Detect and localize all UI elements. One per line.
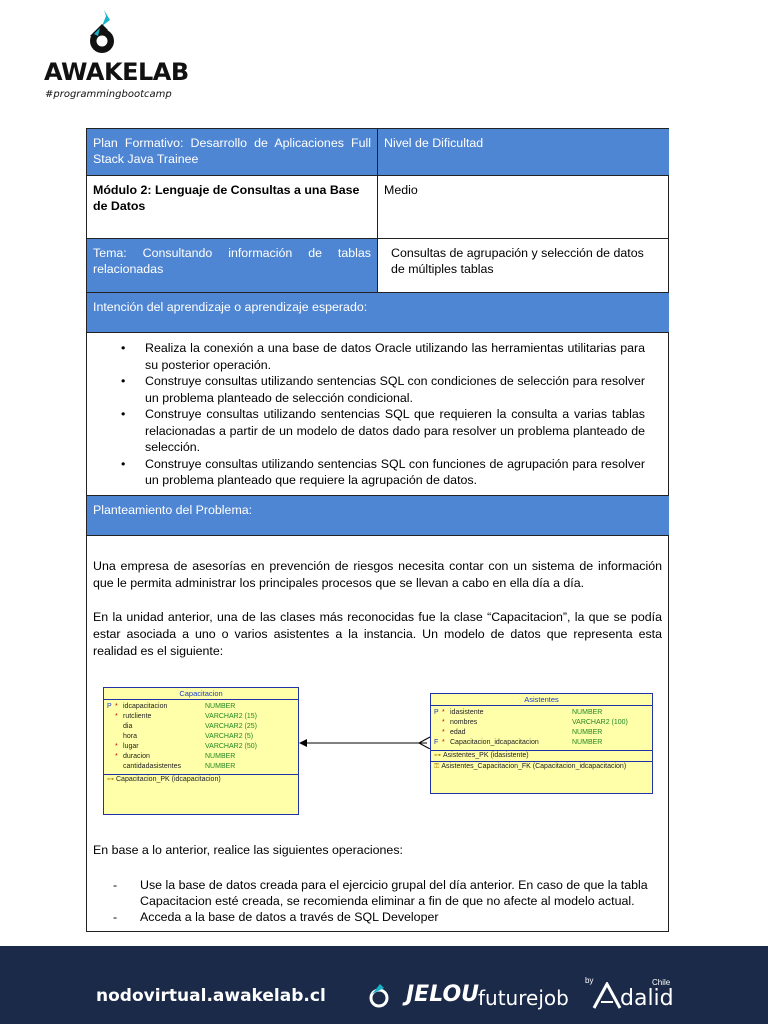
- awakelab-logo: [44, 8, 189, 100]
- adalid-logo: dalid: [620, 986, 674, 1011]
- divider: [87, 495, 668, 496]
- problem-paragraph-1: Una empresa de asesorías en prevención de riesgos necesita contar con un sistema de información que le permita administrar los principales procesos que se llevan a cabo en ella día a día.: [93, 559, 662, 590]
- awakelab-footer-icon: [366, 980, 392, 1008]
- adalid-mark-icon: [592, 982, 622, 1010]
- entity-column: * edad NUMBER: [442, 729, 603, 736]
- entity-column: P * idcapacitacion NUMBER: [107, 703, 236, 710]
- key-icon: ⊶: [434, 752, 441, 759]
- entity-column: * rutcliente VARCHAR2 (15): [115, 713, 257, 720]
- plan-cell: Plan Formativo: Desarrollo de Aplicaciones Full Stack Java Trainee: [87, 129, 377, 175]
- learning-list: [93, 340, 645, 489]
- learning-item: • Construye consultas utilizando sentencias SQL que requieren la consulta a varias tablas relacionadas a partir de un modelo de datos dado para resolver un problema planteado de selección.: [121, 407, 645, 454]
- futurejob-logo: futurejob: [478, 986, 569, 1010]
- difficulty-value-cell: Medio: [384, 183, 418, 197]
- footer-bar: [0, 946, 768, 1024]
- key-icon: ⊶: [107, 776, 114, 783]
- awakelab-mark-icon: [80, 8, 124, 56]
- primary-key-row: ⊶ Asistentes_PK (idasistente): [434, 752, 529, 759]
- learning-item: • Realiza la conexión a una base de datos Oracle utilizando las herramientas utilitarias para su posterior operación.: [121, 341, 645, 372]
- activity-table: [86, 128, 669, 932]
- list-item: - Use la base de datos creada para el ejercicio grupal del día anterior. En caso de que la tabla Capacitacion esté creada, se recomienda eliminar a fin de que no afecte al modelo actual.: [113, 878, 648, 908]
- topic-value-cell: Consultas de agrupación y selección de datos de múltiples tablas: [391, 246, 644, 276]
- problem-paragraph-3: En base a lo anterior, realice las siguientes operaciones:: [93, 843, 403, 857]
- entity-column: * duracion NUMBER: [115, 753, 236, 760]
- divider: [87, 292, 668, 293]
- relationship-line: [299, 729, 431, 749]
- divider: [87, 535, 668, 536]
- learning-heading: Intención del aprendizaje o aprendizaje esperado:: [87, 293, 669, 332]
- divider: [87, 332, 668, 333]
- entity-column: hora VARCHAR2 (5): [123, 733, 254, 740]
- entity-column: cantidadasistentes NUMBER: [123, 763, 236, 770]
- problem-paragraph-2: En la unidad anterior, una de las clases más reconocidas fue la clase “Capacitacion”, la que se podía estar asociada a uno o varios asistentes a la instancia. Un modelo de datos que representa esta realidad es el siguiente:: [93, 610, 662, 658]
- foreign-key-row: ⚿ Asistentes_Capacitacion_FK (Capacitacion_idcapacitacion): [434, 763, 627, 770]
- difficulty-label-cell: Nivel de Dificultad: [378, 129, 669, 175]
- steps-list: [113, 877, 663, 925]
- jelou-logo: JELOU: [406, 982, 480, 1007]
- entity-column: P * idasistente NUMBER: [434, 709, 603, 716]
- entity-title: Capacitacion: [104, 688, 298, 700]
- entity-column: * lugar VARCHAR2 (50): [115, 743, 257, 750]
- by-label: by: [585, 976, 594, 985]
- logo-wordmark: AWAKELAB: [44, 58, 189, 86]
- adalid-country: Chile: [652, 978, 671, 987]
- entity-title: Asistentes: [431, 694, 652, 706]
- logo-tagline: #programmingbootcamp: [45, 89, 172, 100]
- module-cell: Módulo 2: Lenguaje de Consultas a una Base de Datos: [93, 183, 360, 213]
- entity-capacitacion: [103, 687, 299, 815]
- list-item: - Acceda a la base de datos a través de SQL Developer: [113, 910, 439, 924]
- footer-url: nodovirtual.awakelab.cl: [96, 986, 326, 1006]
- entity-asistentes: [430, 693, 653, 794]
- entity-column: * nombres VARCHAR2 (100): [442, 719, 628, 726]
- column-divider: [377, 129, 378, 292]
- entity-column: F * Capacitacion_idcapacitacion NUMBER: [434, 739, 603, 746]
- problem-heading: Planteamiento del Problema:: [87, 496, 669, 535]
- learning-item: • Construye consultas utilizando sentencias SQL con funciones de agrupación para resolver un problema planteado que requiere la agrupación de datos.: [121, 456, 645, 487]
- learning-item: • Construye consultas utilizando sentencias SQL con condiciones de selección para resolver un problema planteado de selección condicional.: [121, 374, 645, 405]
- learning-list-cell: [87, 333, 669, 495]
- entity-column: dia VARCHAR2 (25): [123, 723, 257, 730]
- foreign-key-icon: ⚿: [434, 763, 440, 770]
- primary-key-row: ⊶ Capacitacion_PK (idcapacitacion): [107, 776, 221, 783]
- topic-cell: Tema: Consultando información de tablas relacionadas: [87, 239, 377, 292]
